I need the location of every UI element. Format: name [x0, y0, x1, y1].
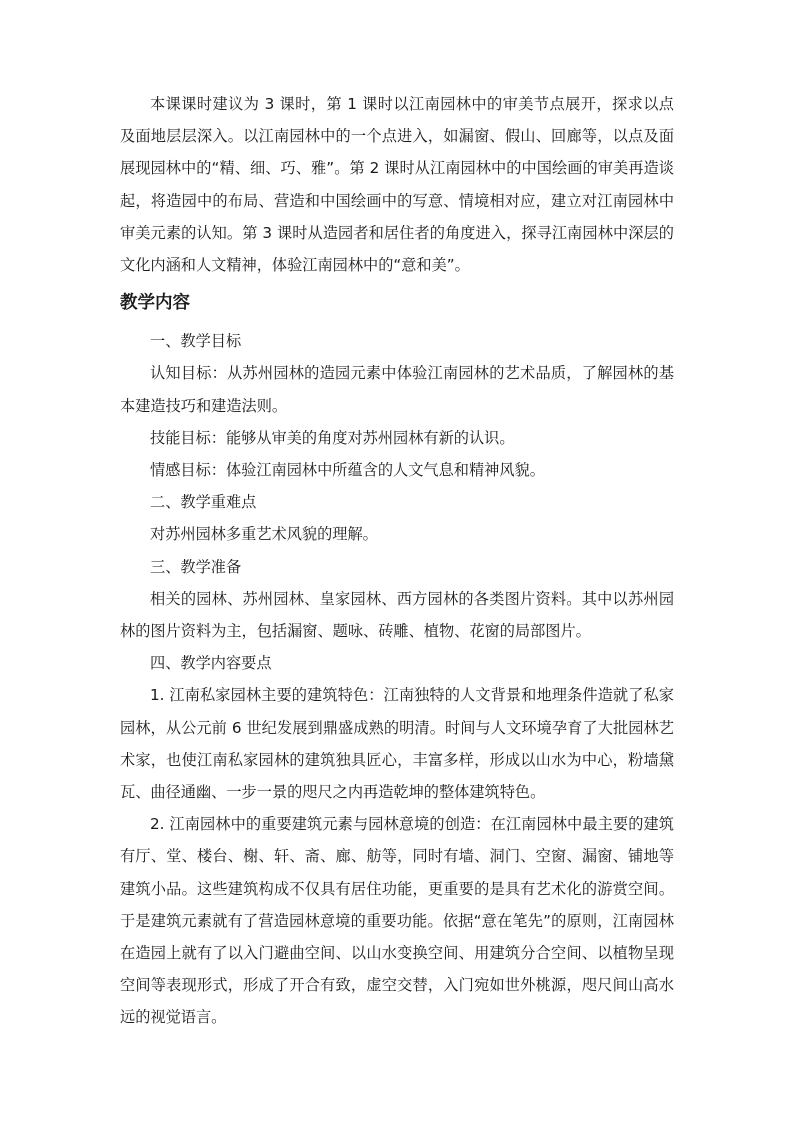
key-title: 二、教学重难点: [150, 493, 257, 512]
intro-paragraph: 本课课时建议为 3 课时，第 1 课时以江南园林中的审美节点展开，探求以点及面地层层深入。以江南园林中的一个点进入，如漏窗、假山、回廊等，以点及面展现园林中的“精、细、巧、雅”。第 2 课时从江南园林中的中国绘画的审美再造谈起，将造园中的布局、营造和中国绘画中的写意、情境相对应，建立对江南园林中审美元素的认知。第 3 课时从造园者和居住者的角度进入，探寻江南园林中深层的文化内涵和人文精神，体验江南园林中的“意和美”。: [120, 95, 674, 275]
point-1: 1. 江南私家园林主要的建筑特色：江南独特的人文背景和地理条件造就了私家园林，从公元前 6 世纪发展到鼎盛成熟的明清。时间与人文环境孕育了大批园林艺术家，也使江南私家园林的建筑独具匠心，丰富多样，形成以山水为中心，粉墙黛瓦、曲径通幽、一步一景的咫尺之内再造乾坤的整体建筑特色。: [120, 686, 674, 802]
section-heading: 教学内容: [120, 293, 190, 314]
point-2: 2. 江南园林中的重要建筑元素与园林意境的创造：在江南园林中最主要的建筑有厅、堂、楼台、榭、轩、斋、廊、舫等，同时有墙、洞门、空窗、漏窗、铺地等建筑小品。这些建筑构成不仅具有居住功能，更重要的是具有艺术化的游赏空间。于是建筑元素就有了营造园林意境的重要功能。依据“意在笔先”的原则，江南园林在造园上就有了以入门避曲空间、以山水变换空间、用建筑分合空间、以植物呈现空间等表现形式，形成了开合有致，虚空交替，入门宛如世外桃源，咫尺间山高水远的视觉语言。: [120, 815, 674, 1027]
goal-skill: 技能目标：能够从审美的角度对苏州园林有新的认识。: [150, 428, 515, 447]
goal-emotion: 情感目标：体验江南园林中所蕴含的人文气息和精神风貌。: [150, 461, 545, 480]
key-text: 对苏州园林多重艺术风貌的理解。: [150, 525, 378, 544]
goals-title: 一、教学目标: [150, 332, 242, 351]
points-title: 四、教学内容要点: [150, 654, 272, 673]
document-page: [120, 88, 674, 1034]
goal-cognitive: 认知目标：从苏州园林的造园元素中体验江南园林的艺术品质，了解园林的基本建造技巧和建造法则。: [120, 364, 674, 415]
prep-title: 三、教学准备: [150, 557, 242, 576]
prep-text: 相关的园林、苏州园林、皇家园林、西方园林的各类图片资料。其中以苏州园林的图片资料为主，包括漏窗、题咏、砖雕、植物、花窗的局部图片。: [120, 589, 674, 641]
